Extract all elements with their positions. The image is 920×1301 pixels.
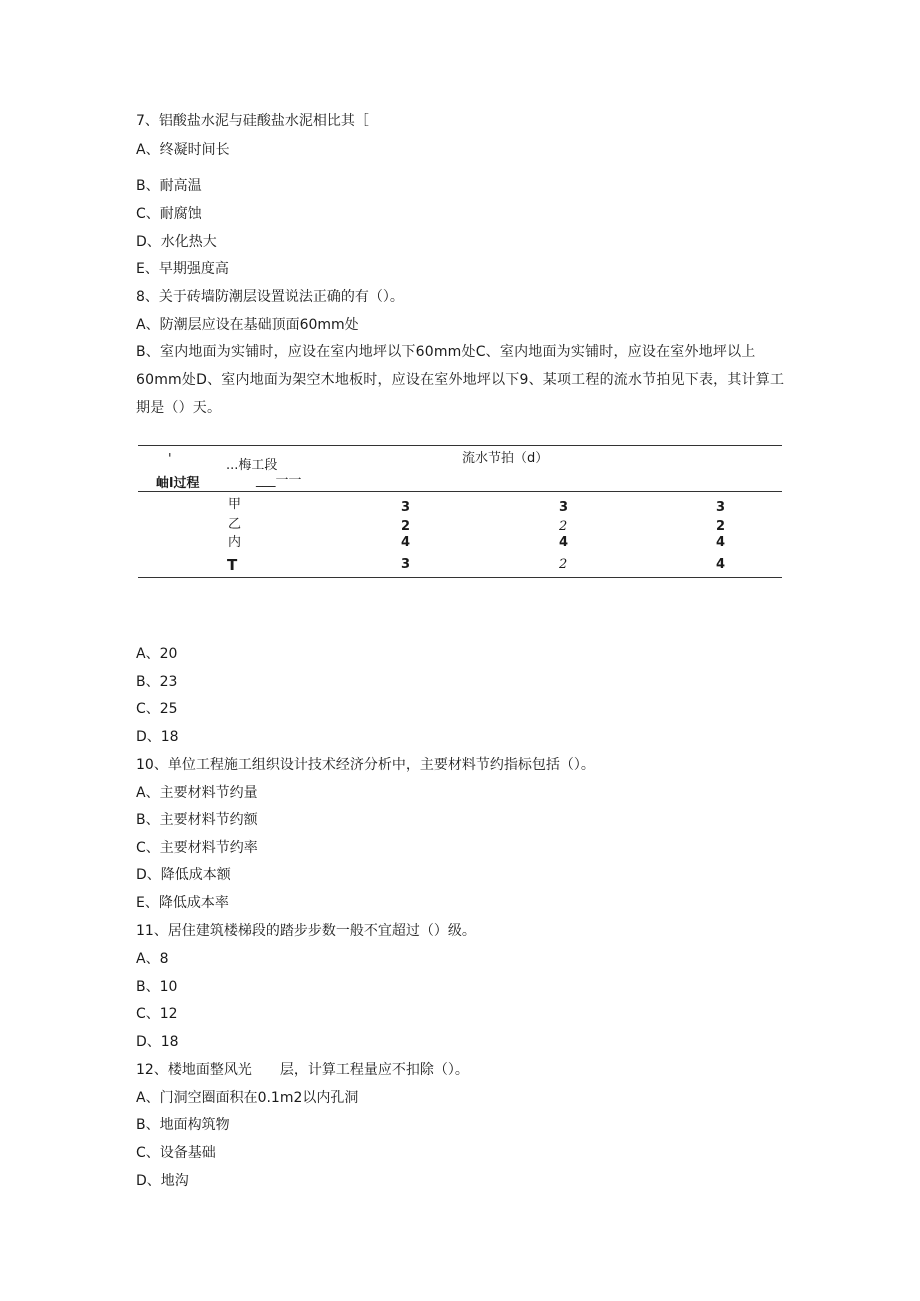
q9-option-b: B、23 — [136, 674, 178, 690]
q7-option-c: C、耐腐蚀 — [136, 206, 202, 222]
table-cell: 4 — [401, 535, 411, 550]
q10-option-e: E、降低成本率 — [136, 895, 229, 911]
question-7-text: 7、铝酸盐水泥与硅酸盐水泥相比其［ — [136, 113, 369, 129]
q10-option-b: B、主要材料节约额 — [136, 812, 258, 828]
table-cell: 4 — [559, 535, 569, 550]
table-bottom-rule — [138, 577, 782, 578]
q10-option-d: D、降低成本额 — [136, 867, 231, 883]
table-cell: 2 — [401, 519, 411, 534]
question-12-text: 12、楼地面整风光 层，计算工程量应不扣除（）。 — [136, 1062, 469, 1078]
q7-option-a: A、终凝时间长 — [136, 142, 230, 158]
q7-option-b: B、耐高温 — [136, 178, 202, 194]
table-cell: 4 — [716, 557, 726, 572]
q9-option-c: C、25 — [136, 701, 178, 717]
header-tick: ' — [168, 452, 172, 467]
q10-option-a: A、主要材料节约量 — [136, 785, 258, 801]
header-underline: ___一一 — [256, 473, 302, 488]
table-cell: 3 — [716, 500, 726, 515]
table-cell: 2 — [716, 519, 726, 534]
table-top-rule — [138, 445, 782, 446]
table-cell: 4 — [716, 535, 726, 550]
q11-option-b: B、10 — [136, 979, 178, 995]
question-8-text: 8、关于砖墙防潮层设置说法正确的有（）。 — [136, 289, 404, 305]
q11-option-a: A、8 — [136, 951, 169, 967]
q8-option-a: A、防潮层应设在基础顶面60mm处 — [136, 317, 359, 333]
table-cell: 3 — [401, 500, 411, 515]
row-label: 乙 — [228, 517, 242, 532]
header-flow-rhythm: 流水节拍（d） — [462, 451, 549, 466]
table-cell: 2 — [559, 519, 568, 534]
table-cell: 2 — [559, 557, 568, 572]
question-10-text: 10、单位工程施工组织设计技术经济分析中，主要材料节约指标包括（）。 — [136, 757, 595, 773]
q11-option-d: D、18 — [136, 1034, 179, 1050]
row-label: T — [227, 556, 238, 574]
q12-option-a: A、门洞空圈面积在0.1m2以内孔洞 — [136, 1090, 359, 1106]
q11-option-c: C、12 — [136, 1006, 178, 1022]
table-header-rule — [138, 491, 782, 492]
q12-option-c: C、设备基础 — [136, 1145, 216, 1161]
q12-option-d: D、地沟 — [136, 1173, 189, 1189]
row-label: 内 — [228, 535, 242, 550]
header-work-section: ...梅工段 — [226, 458, 278, 473]
q12-option-b: B、地面构筑物 — [136, 1117, 230, 1133]
q10-option-c: C、主要材料节约率 — [136, 840, 258, 856]
table-cell: 3 — [559, 500, 569, 515]
row-label: 甲 — [228, 497, 242, 512]
q9-option-a: A、20 — [136, 646, 178, 662]
q7-option-d: D、水化热大 — [136, 234, 217, 250]
q7-option-e: E、早期强度高 — [136, 261, 229, 277]
header-process: 岫l过程 — [156, 476, 200, 491]
question-11-text: 11、居住建筑楼梯段的踏步步数一般不宜超过（）级。 — [136, 923, 476, 939]
table-cell: 3 — [401, 557, 411, 572]
q8-options-paragraph: B、室内地面为实铺时，应设在室内地坪以下60mm处C、室内地面为实铺时，应设在室外地坪以上60mm处D、室内地面为架空木地板时，应设在室外地坪以下9、某项工程的流水节拍见下表，其计算工期是（）天。 — [136, 344, 785, 416]
q9-option-d: D、18 — [136, 729, 179, 745]
